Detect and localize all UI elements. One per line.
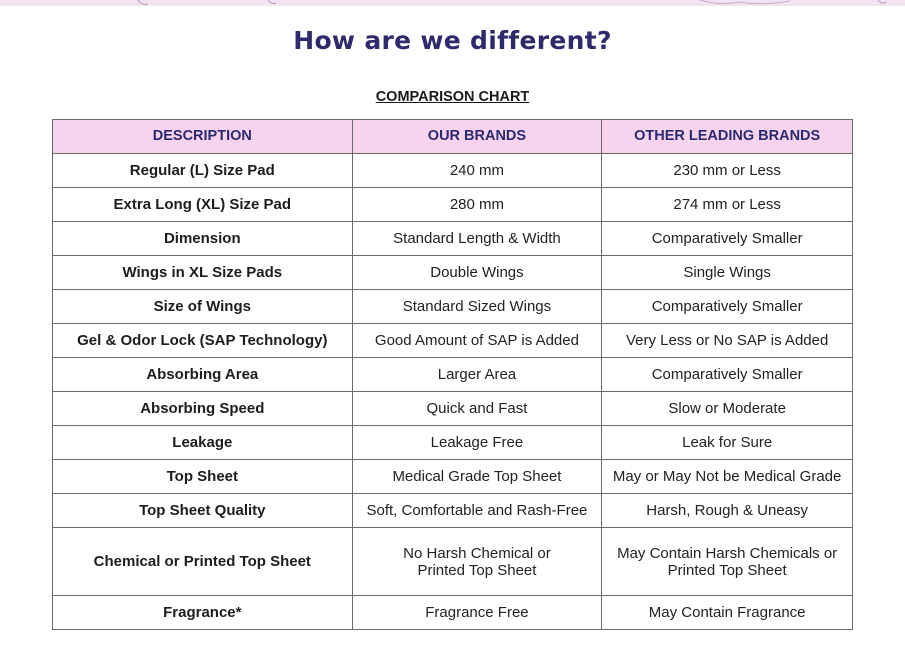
row-our-brands-cell: Good Amount of SAP is Added — [352, 324, 602, 358]
row-description-cell: Extra Long (XL) Size Pad — [53, 188, 353, 222]
row-our-brands-cell: 280 mm — [352, 188, 602, 222]
row-other-brands-cell: Harsh, Rough & Uneasy — [602, 494, 853, 528]
row-description-cell: Gel & Odor Lock (SAP Technology) — [53, 324, 353, 358]
row-our-brands-cell: No Harsh Chemical or Printed Top Sheet — [352, 528, 602, 596]
floral-border-decoration — [0, 0, 905, 8]
page-heading: How are we different? — [293, 26, 612, 55]
table-row — [53, 426, 853, 460]
table-row — [53, 596, 853, 630]
row-other-brands-cell: May Contain Harsh Chemicals or Printed Top Sheet — [602, 528, 853, 596]
row-other-brands-cell: Single Wings — [602, 256, 853, 290]
row-description-cell: Absorbing Area — [53, 358, 353, 392]
row-our-brands-cell: Double Wings — [352, 256, 602, 290]
table-row — [53, 154, 853, 188]
row-other-brands-cell: 274 mm or Less — [602, 188, 853, 222]
table-row — [53, 494, 853, 528]
row-our-brands-cell: Leakage Free — [352, 426, 602, 460]
row-other-brands-cell: Leak for Sure — [602, 426, 853, 460]
row-our-brands-cell: Fragrance Free — [352, 596, 602, 630]
column-header-description: DESCRIPTION — [53, 120, 353, 154]
row-other-brands-cell: Slow or Moderate — [602, 392, 853, 426]
row-other-brands-cell: Comparatively Smaller — [602, 222, 853, 256]
table-row — [53, 188, 853, 222]
table-row — [53, 528, 853, 596]
row-description-cell: Dimension — [53, 222, 353, 256]
comparison-table — [52, 119, 853, 630]
row-description-cell: Top Sheet Quality — [53, 494, 353, 528]
row-our-brands-cell: Soft, Comfortable and Rash-Free — [352, 494, 602, 528]
row-description-cell: Leakage — [53, 426, 353, 460]
column-header-our-brands: OUR BRANDS — [352, 120, 602, 154]
row-other-brands-cell: 230 mm or Less — [602, 154, 853, 188]
column-header-other-brands: OTHER LEADING BRANDS — [602, 120, 853, 154]
table-header-row — [53, 120, 853, 154]
row-our-brands-cell: 240 mm — [352, 154, 602, 188]
table-row — [53, 256, 853, 290]
row-other-brands-cell: Very Less or No SAP is Added — [602, 324, 853, 358]
row-description-cell: Size of Wings — [53, 290, 353, 324]
row-description-cell: Regular (L) Size Pad — [53, 154, 353, 188]
row-other-brands-cell: Comparatively Smaller — [602, 290, 853, 324]
table-row — [53, 358, 853, 392]
row-description-cell: Wings in XL Size Pads — [53, 256, 353, 290]
row-other-brands-cell: May or May Not be Medical Grade — [602, 460, 853, 494]
row-description-cell: Fragrance* — [53, 596, 353, 630]
row-description-cell: Top Sheet — [53, 460, 353, 494]
table-row — [53, 460, 853, 494]
row-our-brands-cell: Larger Area — [352, 358, 602, 392]
row-our-brands-cell: Standard Sized Wings — [352, 290, 602, 324]
table-row — [53, 392, 853, 426]
row-description-cell: Chemical or Printed Top Sheet — [53, 528, 353, 596]
table-row — [53, 222, 853, 256]
row-our-brands-cell: Quick and Fast — [352, 392, 602, 426]
row-other-brands-cell: May Contain Fragrance — [602, 596, 853, 630]
table-row — [53, 290, 853, 324]
table-row — [53, 324, 853, 358]
row-description-cell: Absorbing Speed — [53, 392, 353, 426]
row-our-brands-cell: Standard Length & Width — [352, 222, 602, 256]
row-other-brands-cell: Comparatively Smaller — [602, 358, 853, 392]
row-our-brands-cell: Medical Grade Top Sheet — [352, 460, 602, 494]
chart-subheading: COMPARISON CHART — [375, 89, 530, 105]
